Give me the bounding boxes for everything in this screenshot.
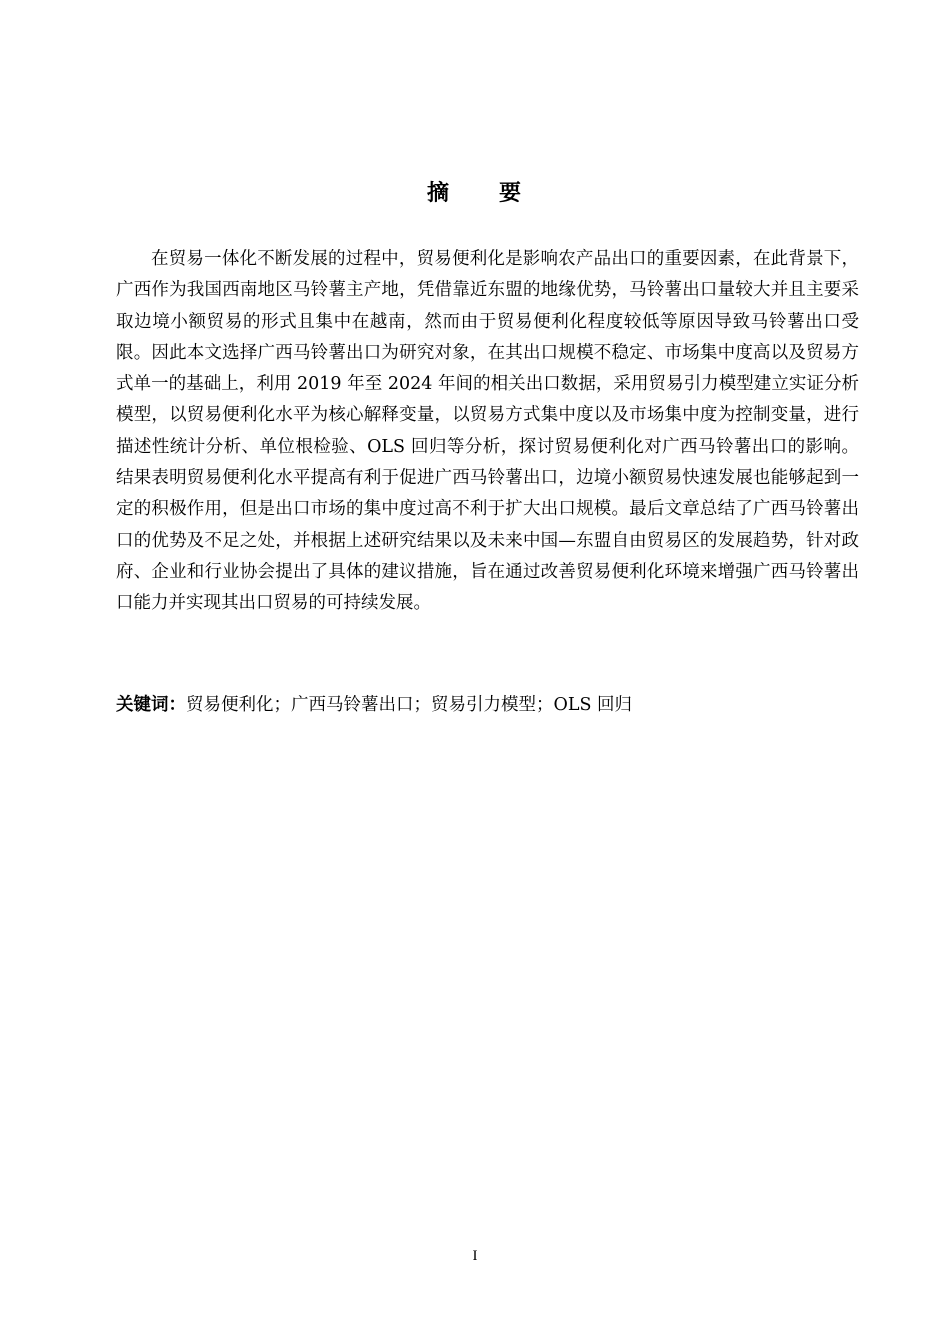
- keywords-text: 贸易便利化；广西马铃薯出口；贸易引力模型；OLS 回归: [186, 695, 633, 715]
- abstract-body: 在贸易一体化不断发展的过程中，贸易便利化是影响农产品出口的重要因素，在此背景下，广西作为我国西南地区马铃薯主产地，凭借靠近东盟的地缘优势，马铃薯出口量较大并且主要采取边境小额贸易的形式且集中在越南，然而由于贸易便利化程度较低等原因导致马铃薯出口受限。因此本文选择广西马铃薯出口为研究对象，在其出口规模不稳定、市场集中度高以及贸易方式单一的基础上，利用 2019 年至 2024 年间的相关出口数据，采用贸易引力模型建立实证分析模型，以贸易便利化水平为核心解释变量，以贸易方式集中度以及市场集中度为控制变量，进行描述性统计分析、单位根检验、OLS 回归等分析，探讨贸易便利化对广西马铃薯出口的影响。结果表明贸易便利化水平提高有利于促进广西马铃薯出口，边境小额贸易快速发展也能够起到一定的积极作用，但是出口市场的集中度过高不利于扩大出口规模。最后文章总结了广西马铃薯出口的优势及不足之处，并根据上述研究结果以及未来中国—东盟自由贸易区的发展趋势，针对政府、企业和行业协会提出了具体的建议措施，旨在通过改善贸易便利化环境来增强广西马铃薯出口能力并实现其出口贸易的可持续发展。: [116, 249, 859, 614]
- page-number: I: [472, 1248, 478, 1264]
- keywords-label: 关键词：: [116, 695, 186, 715]
- keywords-line: [116, 690, 859, 721]
- page-title: 摘 要: [426, 181, 523, 206]
